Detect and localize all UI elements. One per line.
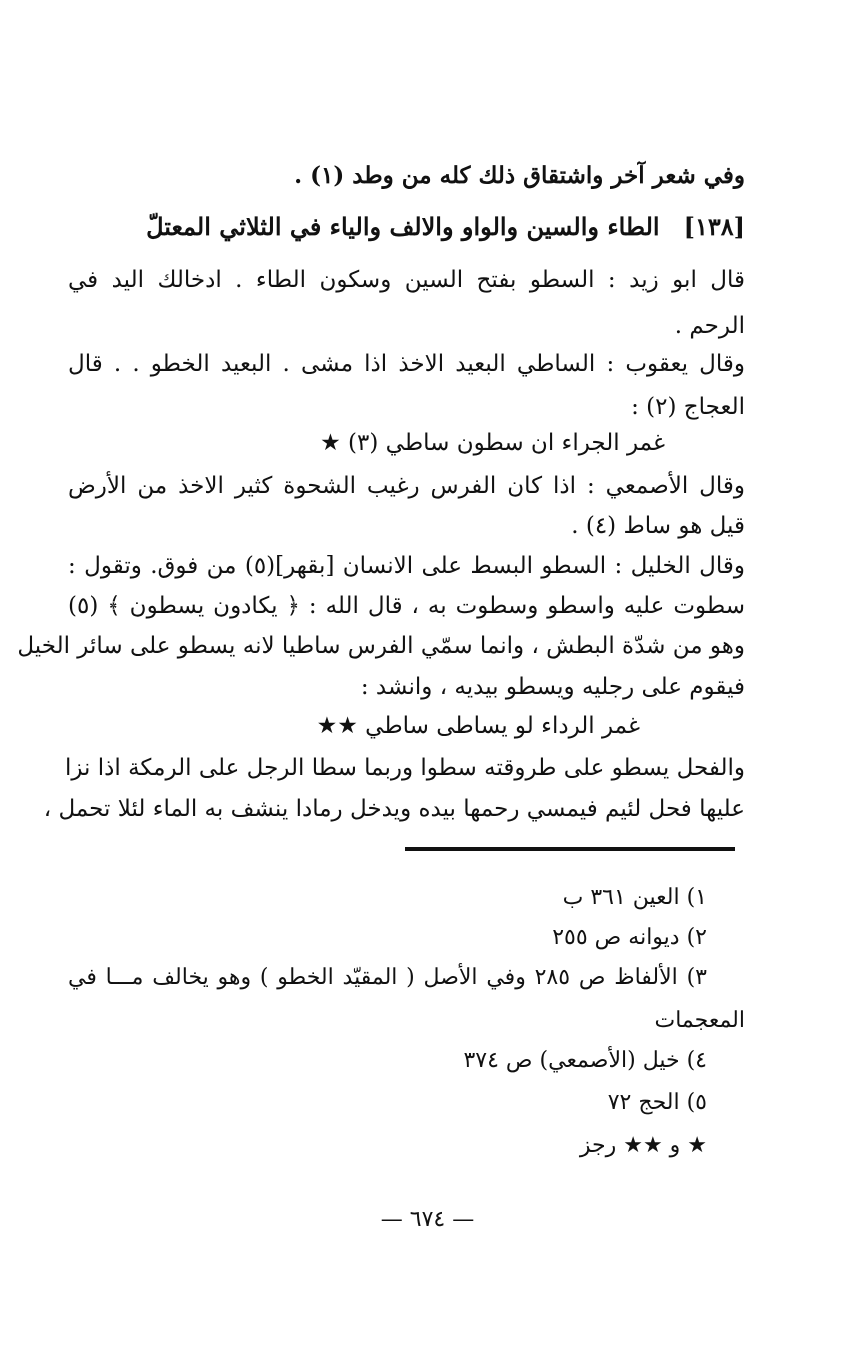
footnote-divider xyxy=(405,847,735,851)
section-heading xyxy=(146,212,745,241)
paragraph-line: الرحم . xyxy=(674,313,745,339)
paragraph-line: عليها فحل لئيم فيمسي رحمها بيده ويدخل رمادا ينشف به الماء لئلا تحمل ، xyxy=(43,796,745,822)
footnote: المعجمات xyxy=(654,1008,745,1033)
paragraph-line: قيل هو ساط (٤) . xyxy=(571,513,745,539)
section-title: الطاء والسين والواو والالف والياء في الثلاثي المعتلّ xyxy=(146,212,660,241)
paragraph-line: وقال يعقوب : الساطي البعيد الاخذ اذا مشى . البعيد الخطو . . قال xyxy=(68,351,745,377)
paragraph-line: وقال الأصمعي : اذا كان الفرس رغيب الشحوة كثير الاخذ من الأرض xyxy=(68,473,745,499)
section-number: [١٣٨] xyxy=(683,212,745,241)
paragraph-line: فيقوم على رجليه ويسطو بيديه ، وانشد : xyxy=(360,674,745,700)
page-number: — ٦٧٤ — xyxy=(380,1207,475,1232)
paragraph-line: والفحل يسطو على طروقته سطوا وربما سطا الرجل على الرمكة اذا نزا xyxy=(64,755,745,781)
footnote: ٤) خيل (الأصمعي) ص ٣٧٤ xyxy=(463,1048,707,1073)
verse-line: غمر الرداء لو يساطى ساطي ★★ xyxy=(316,713,640,739)
footnote: ٣) الألفاظ ص ٢٨٥ وفي الأصل ( المقيّد الخطو ) وهو يخالف مـــا في xyxy=(68,965,707,990)
paragraph-line: وهو من شدّة البطش ، وانما سمّي الفرس ساطيا لانه يسطو على سائر الخيل xyxy=(17,633,745,659)
paragraph-line: العجاج (٢) : xyxy=(631,394,745,420)
paragraph-line: وقال الخليل : السطو البسط على الانسان [بقهر](٥) من فوق. وتقول : xyxy=(68,553,745,579)
paragraph-line: سطوت عليه واسطو وسطوت به ، قال الله : ﴿ يكادون يسطون ﴾ (٥) xyxy=(68,593,745,619)
paragraph-line: قال ابو زيد : السطو بفتح السين وسكون الطاء . ادخالك اليد في xyxy=(68,267,745,293)
footnote: ١) العين ٣٦١ ب xyxy=(562,885,707,910)
footnote: ٥) الحج ٧٢ xyxy=(607,1090,707,1115)
text-line-intro: وفي شعر آخر واشتقاق ذلك كله من وطد (١) . xyxy=(294,162,745,189)
footnote: ٢) ديوانه ص ٢٥٥ xyxy=(552,925,707,950)
verse-line: غمر الجراء ان سطون ساطي (٣) ★ xyxy=(320,430,665,456)
footnote: ★ و ★★ رجز xyxy=(579,1133,707,1158)
